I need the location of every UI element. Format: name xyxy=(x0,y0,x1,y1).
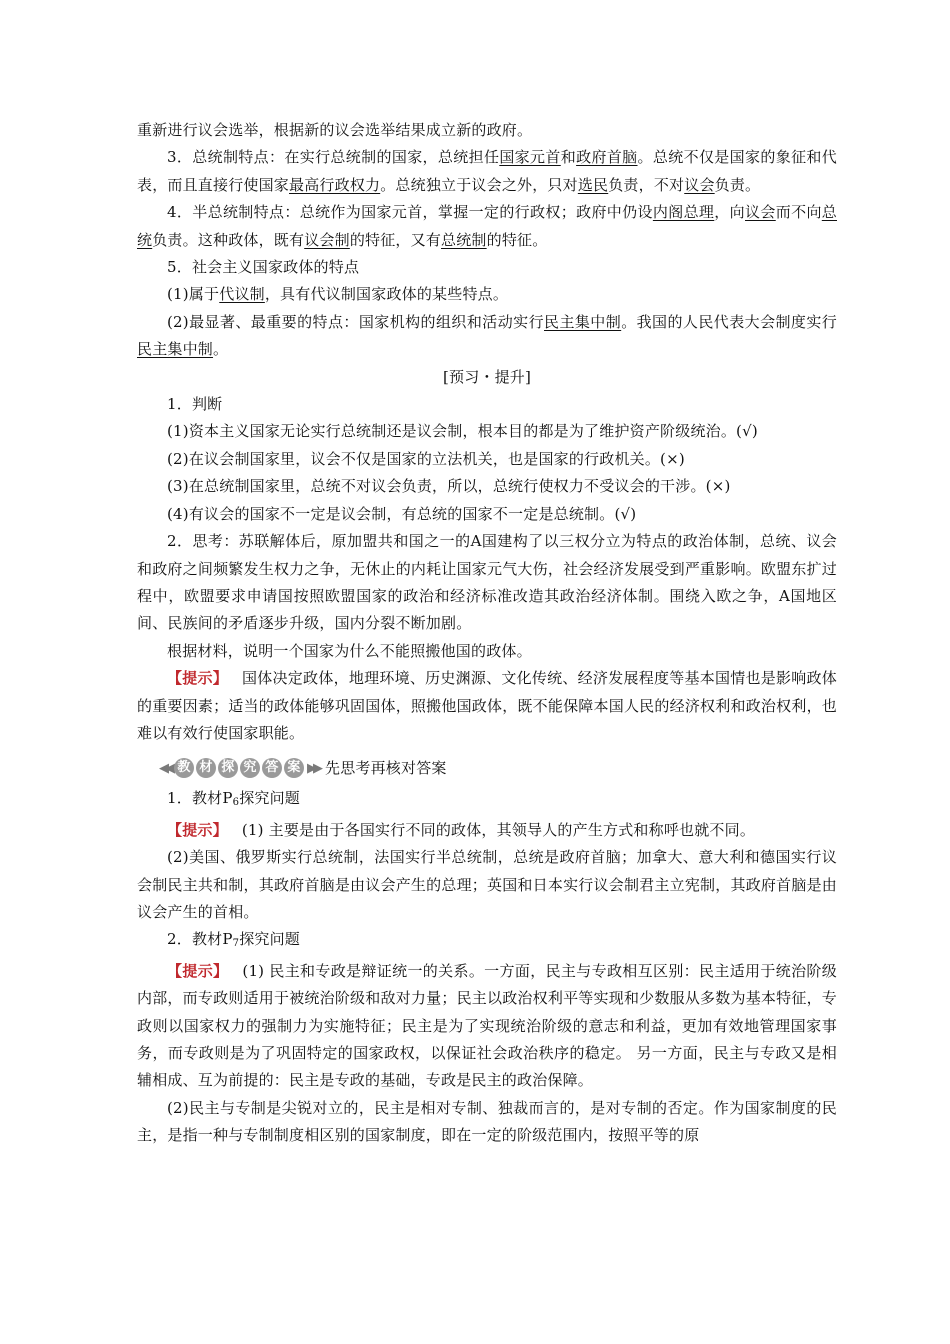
underlined-term: 内阁总理 xyxy=(652,203,715,222)
paragraph-intro: 重新进行议会选举，根据新的议会选举结果成立新的政府。 xyxy=(137,121,533,139)
document-page xyxy=(137,117,837,1150)
underlined-term: 国家元首 xyxy=(499,148,561,167)
text: 负责。 xyxy=(714,175,761,194)
underlined-term: 议会 xyxy=(684,175,715,194)
hint-text: (1) 主要是由于各国实行不同的政体，其领导人的产生方式和称呼也就不同。 xyxy=(241,820,756,839)
exploration-2-answer-2: (2)民主与专制是尖锐对立的，民主是相对专制、独裁而言的，是对专制的否定。作为国家制度的民主，是指一种与专制制度相区别的国家制度，即在一定的阶级范围内，按照平等的原 xyxy=(137,1098,837,1145)
underlined-term: 民主集中制 xyxy=(137,340,214,359)
underlined-term: 选民 xyxy=(577,175,609,194)
page-subscript: 6 xyxy=(232,797,240,809)
question-2-hint xyxy=(137,665,837,747)
textbook-answer-banner xyxy=(159,753,837,783)
banner-tail: 先思考再核对答案 xyxy=(325,758,447,777)
paragraph-presidential xyxy=(137,144,837,199)
judgement-item: (1)资本主义国家无论实行总统制还是议会制，根本目的都是为了维护资产阶级统治。(√) xyxy=(167,422,758,441)
text: 而不向 xyxy=(775,203,822,222)
underlined-term: 总统制 xyxy=(441,230,487,249)
exploration-1-hint xyxy=(137,817,837,844)
hint-label: 【提示】 xyxy=(167,820,228,839)
exploration-2-hint xyxy=(137,958,837,1095)
text: 的特征。 xyxy=(486,230,548,249)
text: 的特征，又有 xyxy=(349,230,442,249)
paragraph-socialist-2 xyxy=(137,309,837,364)
text: (2)最显著、最重要的特点：国家机构的组织和活动实行 xyxy=(167,312,545,331)
banner-char: 答 xyxy=(262,758,282,778)
judgement-item: (3)在总统制国家里，总统不对议会负责，所以，总统行使权力不受议会的干涉。(×) xyxy=(167,477,731,496)
exploration-2-title xyxy=(137,926,837,957)
banner-char: 案 xyxy=(284,758,304,778)
underlined-term: 议会 xyxy=(745,203,776,222)
text: 3．总统制特点：在实行总统制的国家，总统担任 xyxy=(167,148,500,167)
hint-label: 【提示】 xyxy=(167,961,229,980)
underlined-term: 代议制 xyxy=(219,285,265,304)
underlined-term: 总统 xyxy=(137,203,837,249)
hint-label: 【提示】 xyxy=(167,669,229,688)
text: ，向 xyxy=(714,203,746,222)
text: ，具有代议制国家政体的某些特点。 xyxy=(264,285,509,304)
text: 负责。这种政体，既有 xyxy=(152,230,305,249)
hint-text: 国体决定政体，地理环境、历史渊源、文化传统、经济发展程度等基本国情也是影响政体的重要因素；适当的政体能够巩固国体，照搬他国政体，既不能保障本国人民的经济权利和政治权利，也难以有效行使国家职能。 xyxy=(137,669,837,742)
paragraph-semi-presidential xyxy=(137,199,837,254)
text: 。总统不仅是国家的象征和代表，而且直接行使国家 xyxy=(137,148,837,194)
judgement-item: (4)有议会的国家不一定是议会制，有总统的国家不一定是总统制。(√) xyxy=(167,504,637,523)
text: 2．教材P xyxy=(167,930,233,949)
exploration-1-title xyxy=(137,785,837,816)
page-subscript: 7 xyxy=(232,938,240,950)
banner-char: 材 xyxy=(196,758,216,778)
question-2-ask: 根据材料，说明一个国家为什么不能照搬他国的政体。 xyxy=(167,641,532,660)
hint-text: (1) 民主和专政是辩证统一的关系。一方面，民主与专政相互区别：民主适用于统治阶级内部，而专政则适用于被统治阶级和敌对力量；民主以政治权利平等实现和少数服从多数为基本特征，专政则以国家权力的强制力为实施特征；民主是为了实现统治阶级的意志和利益，更加有效地管理国家事务，而专政则是为了巩固特定的国家政权，以保证社会政治秩序的稳定。 另一方面，民主与专政又是相辅相成、互为前提的：民主是专政的基础，专政是民主的政治保障。 xyxy=(137,961,837,1090)
underlined-term: 议会制 xyxy=(304,230,350,249)
banner-badges xyxy=(174,758,304,778)
underlined-term: 民主集中制 xyxy=(544,312,622,331)
text: 负责，不对 xyxy=(608,175,685,194)
paragraph-socialist-1 xyxy=(137,281,837,308)
text: 4．半总统制特点：总统作为国家元首，掌握一定的行政权；政府中仍设 xyxy=(167,203,653,222)
banner-char: 探 xyxy=(218,758,238,778)
text: 探究问题 xyxy=(239,789,301,808)
text: (1)属于 xyxy=(167,285,220,304)
question-1-title: 1．判断 xyxy=(167,395,223,414)
text: 。 xyxy=(213,340,229,359)
chevron-left-icon: ◀◀ xyxy=(159,760,171,776)
judgement-item: (2)在议会制国家里，议会不仅是国家的立法机关，也是国家的行政机关。(×) xyxy=(167,449,685,468)
section-title: [预习・提升] xyxy=(442,367,532,386)
underlined-term: 政府首脑 xyxy=(576,148,638,167)
question-2-text: 2．思考：苏联解体后，原加盟共和国之一的A国建构了以三权分立为特点的政治体制，总统、议会和政府之间频繁发生权力之争，无休止的内耗让国家元气大伤，社会经济发展受到严重影响。欧盟东扩过程中，欧盟要求申请国按照欧盟国家的政治和经济标准改造其政治经济体制。围绕入欧之争，A国地区间、民族间的矛盾逐步升级，国内分裂不断加剧。 xyxy=(137,532,837,633)
underlined-term: 最高行政权力 xyxy=(289,175,381,194)
chevron-right-icon: ▶▶ xyxy=(307,760,319,776)
text: 。总统独立于议会之外，只对 xyxy=(380,175,578,194)
banner-char: 教 xyxy=(174,758,194,778)
text: 1．教材P xyxy=(167,789,233,808)
exploration-1-answer-2: (2)美国、俄罗斯实行总统制，法国实行半总统制，总统是政府首脑；加拿大、意大利和德国实行议会制民主共和制，其政府首脑是由议会产生的总理；英国和日本实行议会制君主立宪制，其政府首脑是由议会产生的首相。 xyxy=(137,848,837,921)
paragraph-socialist-heading: 5．社会主义国家政体的特点 xyxy=(167,258,360,277)
banner-char: 究 xyxy=(240,758,260,778)
text: 探究问题 xyxy=(239,930,301,949)
text: 。我国的人民代表大会制度实行 xyxy=(621,312,837,331)
text: 和 xyxy=(560,148,577,167)
